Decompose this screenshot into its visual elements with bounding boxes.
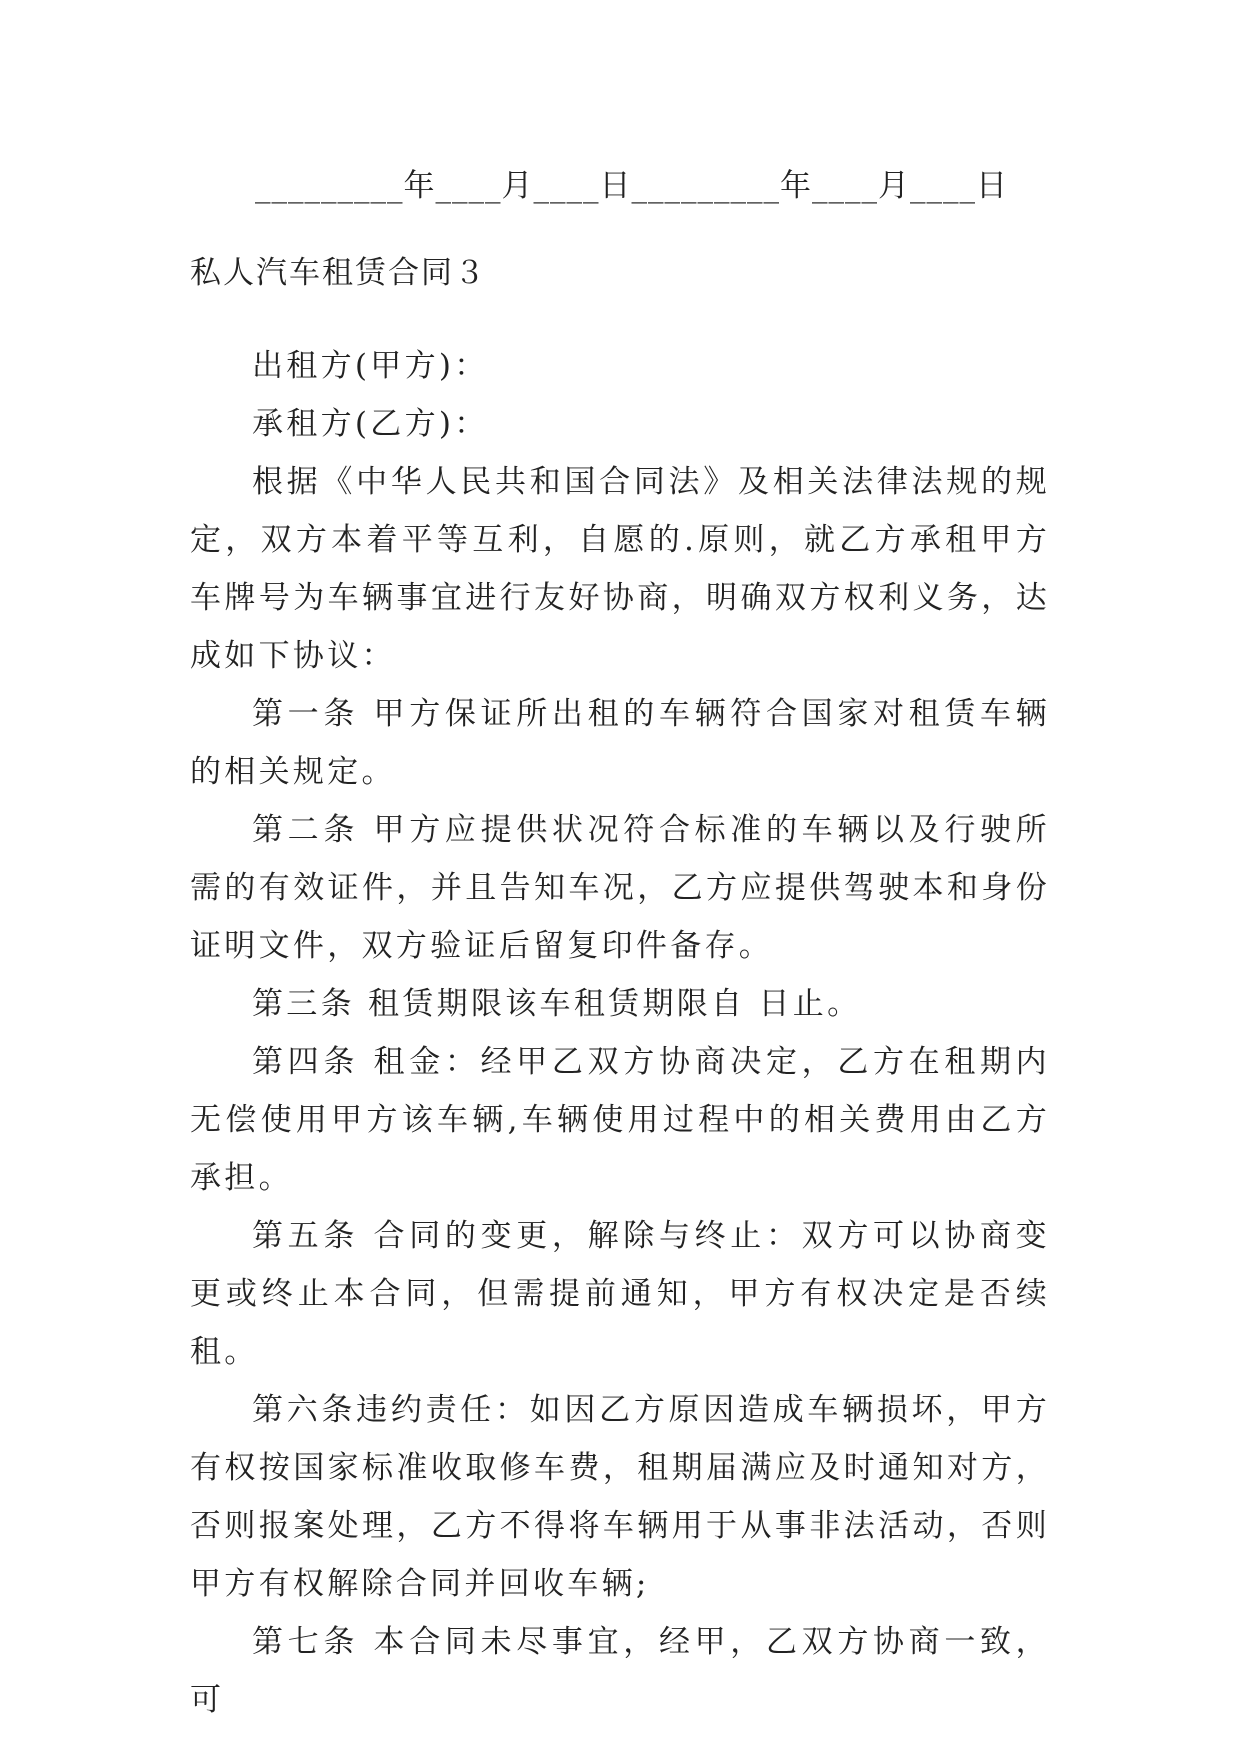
article-3-paragraph: 第三条 租赁期限该车租赁期限自 日止。 xyxy=(252,986,862,1022)
lessee-party-line: 承租方(乙方)： xyxy=(252,406,489,442)
article-7-paragraph: 第七条 本合同未尽事宜，经甲，乙双方协商一致，可 xyxy=(190,1624,1050,1718)
signature-date-line: _________年____月____日_________年____月____日 xyxy=(255,168,1008,204)
article-5-paragraph: 第五条 合同的变更，解除与终止：双方可以协商变更或终止本合同，但需提前通知，甲方有权决定是否续租。 xyxy=(190,1218,1050,1370)
contract-title: 私人汽车租赁合同３ xyxy=(190,255,487,291)
article-4-paragraph: 第四条 租金：经甲乙双方协商决定，乙方在租期内无偿使用甲方该车辆,车辆使用过程中的相关费用由乙方承担。 xyxy=(190,1044,1050,1196)
contract-body xyxy=(190,337,1050,1729)
preamble-paragraph: 根据《中华人民共和国合同法》及相关法律法规的规定，双方本着平等互利，自愿的.原则，就乙方承租甲方车牌号为车辆事宜进行友好协商，明确双方权利义务，达成如下协议： xyxy=(190,464,1050,674)
article-1-paragraph: 第一条 甲方保证所出租的车辆符合国家对租赁车辆的相关规定。 xyxy=(190,696,1050,790)
article-2-paragraph: 第二条 甲方应提供状况符合标准的车辆以及行驶所需的有效证件，并且告知车况，乙方应提供驾驶本和身份证明文件，双方验证后留复印件备存。 xyxy=(190,812,1050,964)
article-6-paragraph: 第六条违约责任：如因乙方原因造成车辆损坏，甲方有权按国家标准收取修车费，租期届满应及时通知对方，否则报案处理，乙方不得将车辆用于从事非法活动，否则甲方有权解除合同并回收车辆; xyxy=(190,1392,1050,1602)
lessor-party-line: 出租方(甲方)： xyxy=(252,348,489,384)
